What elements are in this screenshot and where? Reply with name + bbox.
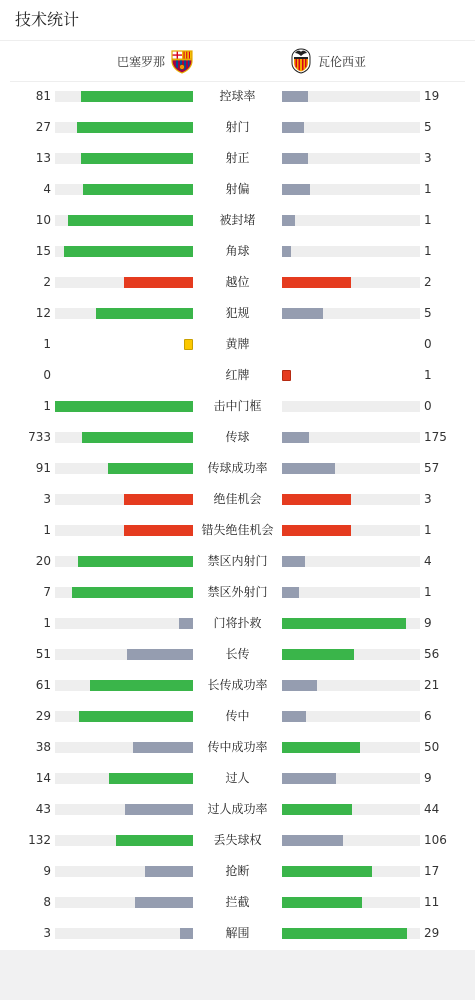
away-bar-track xyxy=(282,184,420,195)
away-value: 44 xyxy=(424,802,440,816)
away-bar-track xyxy=(282,928,420,939)
home-bar-track xyxy=(55,432,193,443)
away-bar-track xyxy=(282,432,420,443)
home-value: 3 xyxy=(43,926,51,940)
page-title: 技术统计 xyxy=(15,10,80,29)
away-bar-track xyxy=(282,618,420,629)
red-card-icon xyxy=(282,370,291,381)
home-bar-track xyxy=(55,773,193,784)
home-value: 2 xyxy=(43,275,51,289)
away-value: 9 xyxy=(424,616,432,630)
home-bar-track xyxy=(55,153,193,164)
stat-label: 被封堵 xyxy=(219,213,256,227)
away-bar-track xyxy=(282,153,420,164)
home-value: 7 xyxy=(43,585,51,599)
away-bar-track xyxy=(282,370,420,381)
stat-row xyxy=(0,329,475,360)
home-value: 13 xyxy=(35,151,51,165)
stat-row xyxy=(0,918,475,949)
away-bar-fill xyxy=(282,618,406,629)
home-bar-fill xyxy=(108,463,193,474)
away-bar-fill xyxy=(282,277,351,288)
away-value: 11 xyxy=(424,895,440,909)
away-team[interactable] xyxy=(288,47,366,75)
stat-row xyxy=(0,639,475,670)
home-bar-track xyxy=(55,215,193,226)
away-bar-fill xyxy=(282,184,310,195)
stat-label: 丢失球权 xyxy=(213,833,262,847)
stat-row xyxy=(0,701,475,732)
home-bar-track xyxy=(55,370,193,381)
away-bar-track xyxy=(282,215,420,226)
home-value: 51 xyxy=(35,647,51,661)
away-bar-fill xyxy=(282,587,299,598)
stat-label: 射正 xyxy=(225,151,250,165)
stat-label: 越位 xyxy=(225,275,250,289)
away-bar-fill xyxy=(282,525,351,536)
stat-row xyxy=(0,205,475,236)
away-value: 4 xyxy=(424,554,432,568)
home-value: 20 xyxy=(35,554,51,568)
away-bar-track xyxy=(282,835,420,846)
away-value: 1 xyxy=(424,244,432,258)
home-bar-fill xyxy=(79,711,193,722)
away-value: 50 xyxy=(424,740,440,754)
home-value: 132 xyxy=(28,833,51,847)
home-bar-fill xyxy=(180,928,193,939)
away-bar-track xyxy=(282,308,420,319)
away-bar-fill xyxy=(282,463,335,474)
stat-label: 错失绝佳机会 xyxy=(201,523,274,537)
home-bar-fill xyxy=(133,742,193,753)
stat-row xyxy=(0,608,475,639)
stat-row xyxy=(0,856,475,887)
stat-label: 过人 xyxy=(225,771,250,785)
home-bar-track xyxy=(55,835,193,846)
away-bar-fill xyxy=(282,91,308,102)
home-value: 1 xyxy=(43,523,51,537)
away-bar-track xyxy=(282,680,420,691)
away-bar-fill xyxy=(282,897,362,908)
away-bar-fill xyxy=(282,153,308,164)
away-bar-fill xyxy=(282,246,291,257)
away-value: 1 xyxy=(424,523,432,537)
away-bar-track xyxy=(282,742,420,753)
home-bar-track xyxy=(55,463,193,474)
stat-label: 绝佳机会 xyxy=(213,492,262,506)
barcelona-crest-icon xyxy=(169,48,195,74)
home-bar-track xyxy=(55,928,193,939)
away-bar-track xyxy=(282,401,420,412)
home-bar-track xyxy=(55,804,193,815)
home-value: 3 xyxy=(43,492,51,506)
stat-label: 传中 xyxy=(225,709,250,723)
stat-row xyxy=(0,81,475,112)
away-team-name: 瓦伦西亚 xyxy=(318,54,367,69)
home-bar-fill xyxy=(68,215,193,226)
stat-label: 过人成功率 xyxy=(207,802,268,816)
home-bar-fill xyxy=(83,184,193,195)
home-value: 14 xyxy=(35,771,51,785)
home-bar-fill xyxy=(127,649,193,660)
home-bar-track xyxy=(55,91,193,102)
home-value: 10 xyxy=(35,213,51,227)
away-bar-fill xyxy=(282,122,304,133)
stat-row xyxy=(0,298,475,329)
stat-label: 禁区外射门 xyxy=(207,585,268,599)
away-value: 6 xyxy=(424,709,432,723)
stat-label: 传中成功率 xyxy=(207,740,268,754)
home-bar-fill xyxy=(90,680,193,691)
home-bar-fill xyxy=(81,153,193,164)
home-bar-track xyxy=(55,122,193,133)
home-value: 9 xyxy=(43,864,51,878)
stat-label: 解围 xyxy=(225,926,250,940)
home-bar-track xyxy=(55,866,193,877)
away-bar-track xyxy=(282,587,420,598)
away-bar-track xyxy=(282,525,420,536)
stat-label: 击中门框 xyxy=(213,399,262,413)
away-value: 1 xyxy=(424,213,432,227)
stat-label: 黄牌 xyxy=(225,337,250,351)
stat-row xyxy=(0,484,475,515)
home-bar-fill xyxy=(78,556,193,567)
home-bar-track xyxy=(55,587,193,598)
stat-row xyxy=(0,360,475,391)
home-value: 1 xyxy=(43,337,51,351)
valencia-crest-icon xyxy=(288,48,314,74)
home-value: 27 xyxy=(35,120,51,134)
away-bar-fill xyxy=(282,835,343,846)
away-value: 17 xyxy=(424,864,440,878)
stat-row xyxy=(0,143,475,174)
home-bar-track xyxy=(55,246,193,257)
away-value: 1 xyxy=(424,182,432,196)
stat-row xyxy=(0,422,475,453)
away-value: 0 xyxy=(424,337,432,351)
stat-row xyxy=(0,887,475,918)
stat-row xyxy=(0,670,475,701)
home-bar-fill xyxy=(124,494,193,505)
home-bar-fill xyxy=(124,277,193,288)
home-value: 38 xyxy=(35,740,51,754)
away-value: 3 xyxy=(424,151,432,165)
home-value: 15 xyxy=(35,244,51,258)
home-bar-track xyxy=(55,618,193,629)
away-value: 1 xyxy=(424,368,432,382)
stat-row xyxy=(0,732,475,763)
away-bar-fill xyxy=(282,742,360,753)
home-bar-fill xyxy=(64,246,193,257)
away-bar-fill xyxy=(282,711,306,722)
away-value: 9 xyxy=(424,771,432,785)
away-value: 57 xyxy=(424,461,440,475)
home-bar-track xyxy=(55,401,193,412)
stat-label: 门将扑救 xyxy=(213,616,262,630)
stat-row xyxy=(0,763,475,794)
away-value: 1 xyxy=(424,585,432,599)
home-bar-fill xyxy=(96,308,193,319)
away-bar-track xyxy=(282,494,420,505)
home-bar-fill xyxy=(125,804,193,815)
away-bar-fill xyxy=(282,494,351,505)
home-value: 0 xyxy=(43,368,51,382)
stat-label: 射偏 xyxy=(225,182,250,196)
home-bar-track xyxy=(55,494,193,505)
away-bar-fill xyxy=(282,308,323,319)
home-value: 29 xyxy=(35,709,51,723)
stat-label: 犯规 xyxy=(225,306,250,320)
stat-label: 长传 xyxy=(225,647,250,661)
stat-label: 角球 xyxy=(225,244,250,258)
home-bar-fill xyxy=(109,773,193,784)
teams-header xyxy=(10,41,465,82)
home-bar-track xyxy=(55,339,193,350)
stat-row xyxy=(0,515,475,546)
away-bar-track xyxy=(282,91,420,102)
home-bar-track xyxy=(55,308,193,319)
away-bar-track xyxy=(282,866,420,877)
away-bar-fill xyxy=(282,804,352,815)
home-value: 91 xyxy=(35,461,51,475)
away-bar-fill xyxy=(282,432,309,443)
home-bar-track xyxy=(55,897,193,908)
away-value: 175 xyxy=(424,430,447,444)
home-bar-track xyxy=(55,184,193,195)
stat-row xyxy=(0,794,475,825)
home-bar-track xyxy=(55,277,193,288)
away-bar-fill xyxy=(282,866,372,877)
away-bar-track xyxy=(282,122,420,133)
home-bar-fill xyxy=(82,432,193,443)
home-value: 1 xyxy=(43,399,51,413)
home-value: 4 xyxy=(43,182,51,196)
stat-row xyxy=(0,453,475,484)
home-bar-fill xyxy=(116,835,193,846)
stat-label: 拦截 xyxy=(225,895,250,909)
stat-label: 抢断 xyxy=(225,864,250,878)
home-bar-track xyxy=(55,525,193,536)
away-value: 21 xyxy=(424,678,440,692)
away-bar-track xyxy=(282,463,420,474)
away-bar-track xyxy=(282,246,420,257)
stat-label: 传球 xyxy=(225,430,250,444)
away-value: 3 xyxy=(424,492,432,506)
away-bar-track xyxy=(282,773,420,784)
home-bar-track xyxy=(55,680,193,691)
home-bar-track xyxy=(55,742,193,753)
yellow-card-icon xyxy=(184,339,193,350)
stat-row xyxy=(0,546,475,577)
away-value: 56 xyxy=(424,647,440,661)
home-value: 12 xyxy=(35,306,51,320)
away-bar-track xyxy=(282,804,420,815)
stat-label: 传球成功率 xyxy=(207,461,268,475)
away-bar-track xyxy=(282,649,420,660)
home-bar-fill xyxy=(81,91,193,102)
stat-label: 红牌 xyxy=(225,368,250,382)
stat-label: 控球率 xyxy=(219,89,256,103)
home-bar-fill xyxy=(124,525,193,536)
away-bar-fill xyxy=(282,556,305,567)
away-bar-fill xyxy=(282,649,354,660)
away-bar-fill xyxy=(282,773,336,784)
stat-row xyxy=(0,174,475,205)
home-bar-track xyxy=(55,711,193,722)
home-bar-fill xyxy=(145,866,193,877)
away-bar-track xyxy=(282,556,420,567)
away-value: 29 xyxy=(424,926,440,940)
away-value: 19 xyxy=(424,89,440,103)
stat-row xyxy=(0,112,475,143)
stat-label: 射门 xyxy=(225,120,250,134)
away-bar-track xyxy=(282,339,420,350)
away-bar-track xyxy=(282,897,420,908)
away-bar-track xyxy=(282,277,420,288)
away-value: 5 xyxy=(424,306,432,320)
home-value: 733 xyxy=(28,430,51,444)
home-bar-fill xyxy=(77,122,193,133)
stat-label: 禁区内射门 xyxy=(207,554,268,568)
home-bar-fill xyxy=(72,587,193,598)
home-value: 1 xyxy=(43,616,51,630)
away-value: 5 xyxy=(424,120,432,134)
away-bar-fill xyxy=(282,928,407,939)
away-value: 0 xyxy=(424,399,432,413)
home-bar-fill xyxy=(135,897,193,908)
away-value: 106 xyxy=(424,833,447,847)
stat-row xyxy=(0,825,475,856)
home-team[interactable] xyxy=(117,47,195,75)
away-bar-track xyxy=(282,711,420,722)
home-bar-track xyxy=(55,649,193,660)
stat-row xyxy=(0,236,475,267)
stat-row xyxy=(0,267,475,298)
home-team-name: 巴塞罗那 xyxy=(116,54,165,69)
away-bar-fill xyxy=(282,215,295,226)
home-bar-fill xyxy=(179,618,193,629)
home-value: 81 xyxy=(35,89,51,103)
stat-row xyxy=(0,391,475,422)
home-value: 61 xyxy=(35,678,51,692)
home-bar-track xyxy=(55,556,193,567)
home-value: 8 xyxy=(43,895,51,909)
home-bar-fill xyxy=(55,401,193,412)
stat-label: 长传成功率 xyxy=(207,678,268,692)
stat-row xyxy=(0,577,475,608)
away-value: 2 xyxy=(424,275,432,289)
away-bar-fill xyxy=(282,680,317,691)
home-value: 43 xyxy=(35,802,51,816)
